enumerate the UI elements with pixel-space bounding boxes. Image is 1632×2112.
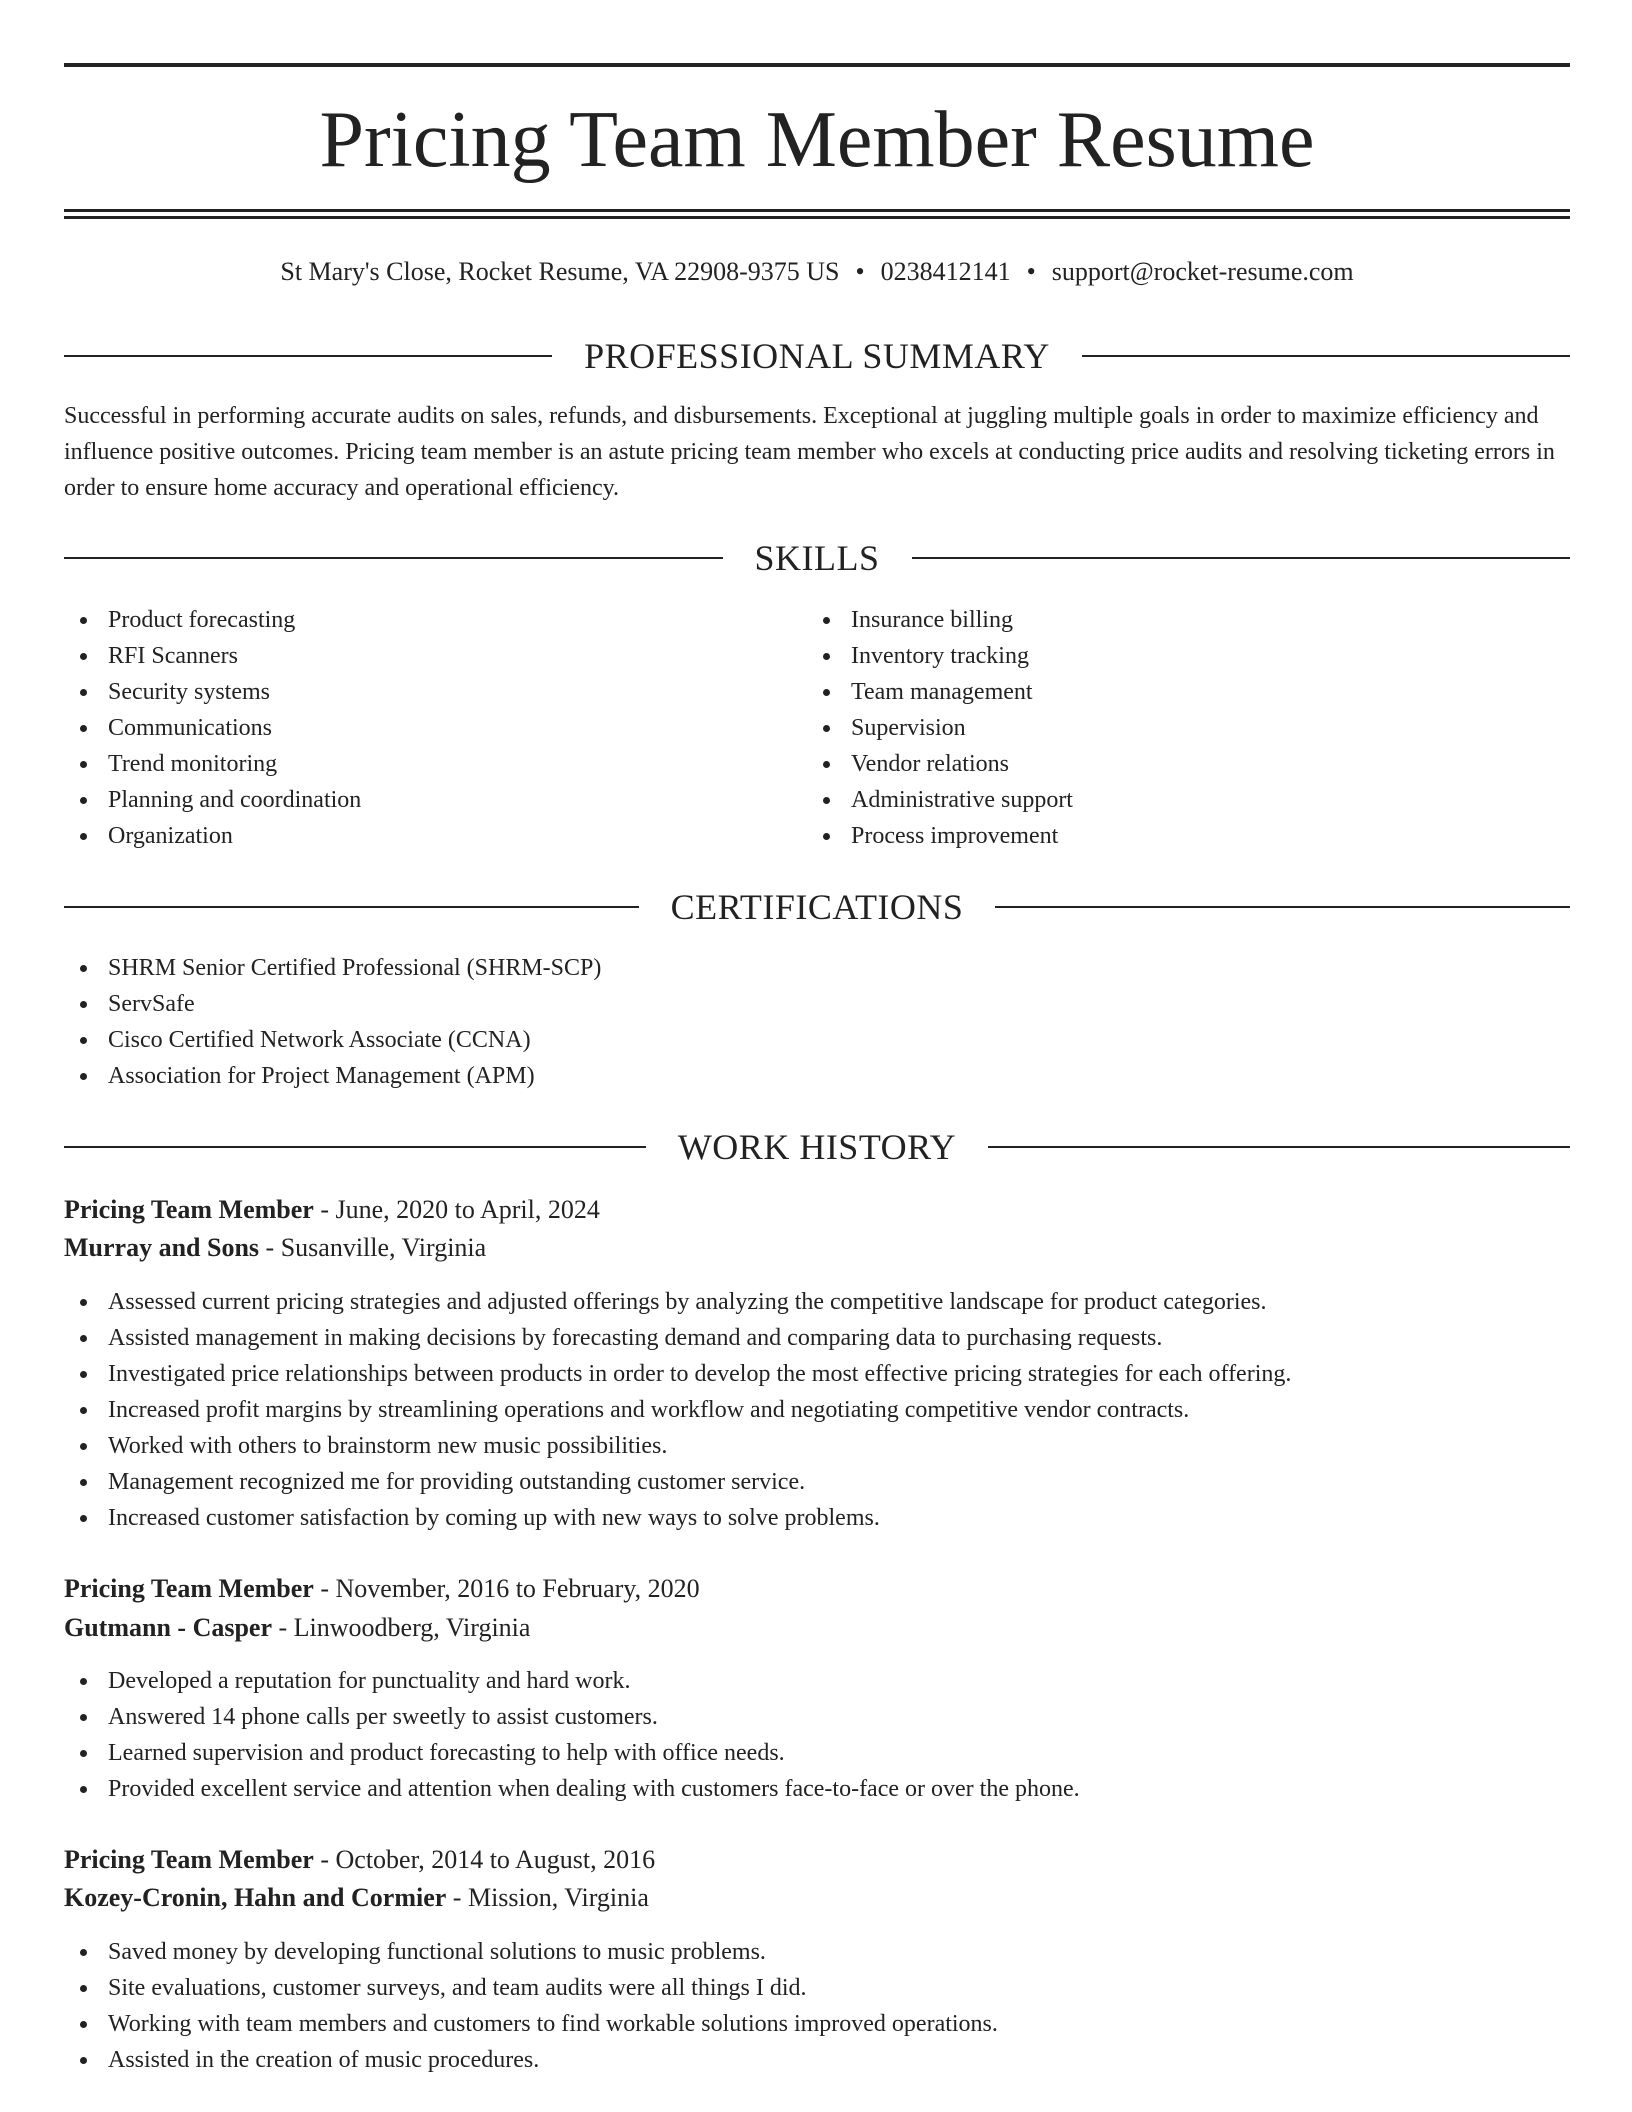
certification-item: Cisco Certified Network Associate (CCNA)	[64, 1022, 1570, 1058]
job-location: - Mission, Virginia	[446, 1883, 649, 1912]
job-title: Pricing Team Member	[64, 1574, 314, 1603]
heading-rule	[64, 1146, 646, 1148]
section-heading-skills	[64, 533, 1570, 583]
skill-item: Team management	[807, 674, 1547, 710]
job-bullet: Worked with others to brainstorm new music possibilities.	[64, 1428, 1570, 1464]
heading-rule	[1082, 355, 1570, 357]
skill-item: Product forecasting	[64, 602, 804, 638]
job-bullet: Assisted in the creation of music procedures.	[64, 2042, 1570, 2078]
job-bullet: Developed a reputation for punctuality and hard work.	[64, 1663, 1570, 1699]
skill-item: Supervision	[807, 710, 1547, 746]
job-bullet: Assisted management in making decisions by forecasting demand and comparing data to purchasing requests.	[64, 1320, 1570, 1356]
skill-item: Insurance billing	[807, 602, 1547, 638]
contact-separator: •	[855, 257, 865, 286]
skill-item: Vendor relations	[807, 746, 1547, 782]
job-title-line	[64, 1191, 600, 1229]
job-bullet: Saved money by developing functional solutions to music problems.	[64, 1934, 1570, 1970]
job-company-line	[64, 1609, 530, 1647]
certification-item: ServSafe	[64, 986, 1570, 1022]
job-bullet: Increased profit margins by streamlining operations and workflow and negotiating competitive vendor contracts.	[64, 1392, 1570, 1428]
job-bullet: Site evaluations, customer surveys, and team audits were all things I did.	[64, 1970, 1570, 2006]
job-title-line	[64, 1570, 700, 1608]
job-title: Pricing Team Member	[64, 1195, 314, 1224]
job-company: Gutmann - Casper	[64, 1613, 273, 1642]
skill-item: Trend monitoring	[64, 746, 804, 782]
skill-item: RFI Scanners	[64, 638, 804, 674]
skill-item: Process improvement	[807, 818, 1547, 854]
job-dates: - November, 2016 to February, 2020	[313, 1574, 700, 1603]
skills-list-left	[64, 602, 804, 854]
job-bullets	[64, 1663, 1570, 1807]
certifications-list	[64, 950, 1570, 1094]
contact-email: support@rocket-resume.com	[1051, 257, 1354, 286]
job-bullet: Provided excellent service and attention when dealing with customers face-to-face or over the phone.	[64, 1771, 1570, 1807]
contact-separator: •	[1026, 257, 1036, 286]
job-company-line	[64, 1879, 649, 1917]
job-company: Murray and Sons	[64, 1233, 260, 1262]
job-bullet: Learned supervision and product forecasting to help with office needs.	[64, 1735, 1570, 1771]
job-bullet: Working with team members and customers to find workable solutions improved operations.	[64, 2006, 1570, 2042]
skill-item: Communications	[64, 710, 804, 746]
job-title-line	[64, 1841, 655, 1879]
heading-rule	[64, 557, 723, 559]
job-bullet: Investigated price relationships between products in order to develop the most effective pricing strategies for each offering.	[64, 1356, 1570, 1392]
title-double-rule-lower	[64, 216, 1570, 219]
job-location: - Linwoodberg, Virginia	[272, 1613, 531, 1642]
heading-rule	[912, 557, 1571, 559]
job-bullets	[64, 1284, 1570, 1536]
heading-rule	[988, 1146, 1570, 1148]
section-heading-summary	[64, 331, 1570, 381]
job-location: - Susanville, Virginia	[259, 1233, 487, 1262]
job-company-line	[64, 1229, 486, 1267]
job-company: Kozey-Cronin, Hahn and Cormier	[64, 1883, 447, 1912]
section-heading-work-history	[64, 1122, 1570, 1172]
summary-text: Successful in performing accurate audits on sales, refunds, and disbursements. Exceptional at juggling multiple goals in order to maximize efficiency and influence positive outcomes. Pricing team member is an astute pricing team member who excels at conducting price audits and resolving ticketing errors in order to ensure home accuracy and operational efficiency.	[64, 403, 1555, 501]
certification-item: Association for Project Management (APM)	[64, 1058, 1570, 1094]
contact-address: St Mary's Close, Rocket Resume, VA 22908-9375 US	[280, 257, 840, 286]
contact-phone: 0238412141	[880, 257, 1011, 286]
job-bullet: Answered 14 phone calls per sweetly to assist customers.	[64, 1699, 1570, 1735]
section-title: SKILLS	[754, 538, 880, 578]
contact-line	[64, 256, 1570, 288]
resume-title: Pricing Team Member Resume	[319, 96, 1315, 184]
job-bullet: Increased customer satisfaction by coming up with new ways to solve problems.	[64, 1500, 1570, 1536]
certification-item: SHRM Senior Certified Professional (SHRM-SCP)	[64, 950, 1570, 986]
section-title: CERTIFICATIONS	[670, 887, 964, 927]
job-bullet: Management recognized me for providing outstanding customer service.	[64, 1464, 1570, 1500]
skill-item: Organization	[64, 818, 804, 854]
job-bullets	[64, 1934, 1570, 2078]
job-bullet: Assessed current pricing strategies and adjusted offerings by analyzing the competitive landscape for product categories.	[64, 1284, 1570, 1320]
skill-item: Security systems	[64, 674, 804, 710]
job-dates: - June, 2020 to April, 2024	[313, 1195, 600, 1224]
skill-item: Administrative support	[807, 782, 1547, 818]
section-title: PROFESSIONAL SUMMARY	[584, 336, 1050, 376]
heading-rule	[995, 906, 1570, 908]
title-double-rule-upper	[64, 209, 1570, 212]
heading-rule	[64, 355, 552, 357]
skills-list-right	[807, 602, 1547, 854]
job-title: Pricing Team Member	[64, 1845, 314, 1874]
job-dates: - October, 2014 to August, 2016	[313, 1845, 656, 1874]
section-heading-certifications	[64, 882, 1570, 932]
skill-item: Planning and coordination	[64, 782, 804, 818]
top-rule	[64, 63, 1570, 67]
heading-rule	[64, 906, 639, 908]
skill-item: Inventory tracking	[807, 638, 1547, 674]
section-title: WORK HISTORY	[677, 1127, 957, 1167]
